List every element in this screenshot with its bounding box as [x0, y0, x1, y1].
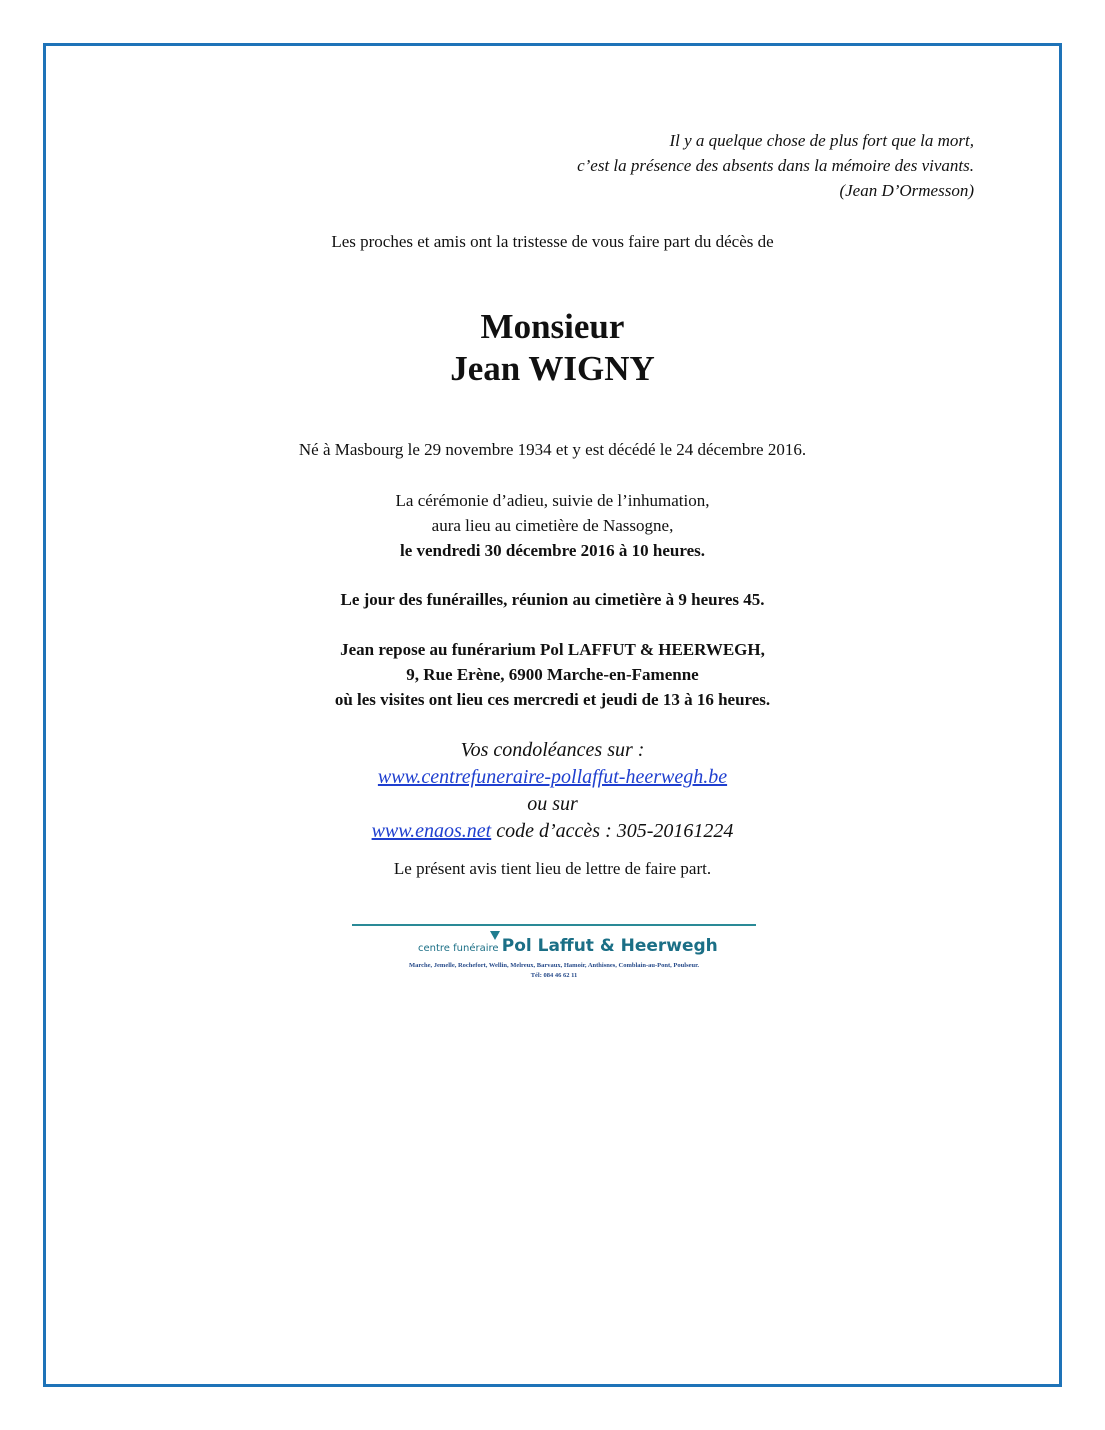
funerarium-line-1: Jean repose au funérarium Pol LAFFUT & HEERWEGH,	[340, 640, 765, 659]
logo-towns: Marche, Jemelle, Rochefort, Wellin, Melreux, Barvaux, Hamoir, Anthisnes, Comblain-au-Pont, Poulseur.	[408, 962, 700, 969]
epigraph	[577, 128, 974, 203]
epigraph-line-2: c’est la présence des absents dans la mémoire des vivants.	[577, 156, 974, 175]
logo-prefix: centre funéraire	[418, 943, 502, 954]
logo-brand	[418, 936, 718, 956]
epigraph-author: (Jean D’Ormesson)	[839, 181, 974, 200]
ceremony-line-2: aura lieu au cimetière de Nassogne,	[431, 516, 674, 535]
deceased-title: Monsieur	[480, 307, 625, 346]
condolences-block	[0, 737, 1105, 845]
ceremony-info	[0, 488, 1105, 563]
enaos-line	[0, 818, 1105, 845]
deceased-name: Jean WIGNY	[450, 349, 655, 388]
logo-phone: Tél: 084 46 62 11	[530, 972, 578, 979]
access-code: code d’accès : 305-20161224	[491, 820, 734, 842]
deceased-name-block	[0, 306, 1105, 390]
condolences-heading: Vos condoléances sur :	[460, 739, 645, 761]
epigraph-line-1: Il y a quelque chose de plus fort que la mort,	[669, 131, 974, 150]
gathering-info: Le jour des funérailles, réunion au cimetière à 9 heures 45.	[340, 590, 765, 609]
announcement-intro: Les proches et amis ont la tristesse de vous faire part du décès de	[331, 232, 774, 251]
ceremony-line-1: La cérémonie d’adieu, suivie de l’inhumation,	[395, 491, 710, 510]
notice-text: Le présent avis tient lieu de lettre de faire part.	[393, 859, 712, 878]
logo-name: Pol Laffut & Heerwegh	[501, 936, 718, 956]
visiting-hours: où les visites ont lieu ces mercredi et jeudi de 13 à 16 heures.	[334, 690, 771, 709]
ceremony-date: le vendredi 30 décembre 2016 à 10 heures.	[399, 541, 706, 560]
funeral-center-logo	[352, 920, 756, 982]
funeral-center-link[interactable]: www.centrefuneraire-pollaffut-heerwegh.be	[377, 766, 728, 788]
birth-death-info: Né à Masbourg le 29 novembre 1934 et y est décédé le 24 décembre 2016.	[298, 440, 807, 459]
condolences-or: ou sur	[527, 793, 578, 815]
logo-rule	[352, 924, 756, 926]
funerarium-info	[0, 637, 1105, 712]
enaos-link[interactable]: www.enaos.net	[371, 820, 492, 842]
funerarium-address: 9, Rue Erène, 6900 Marche-en-Famenne	[406, 665, 699, 684]
